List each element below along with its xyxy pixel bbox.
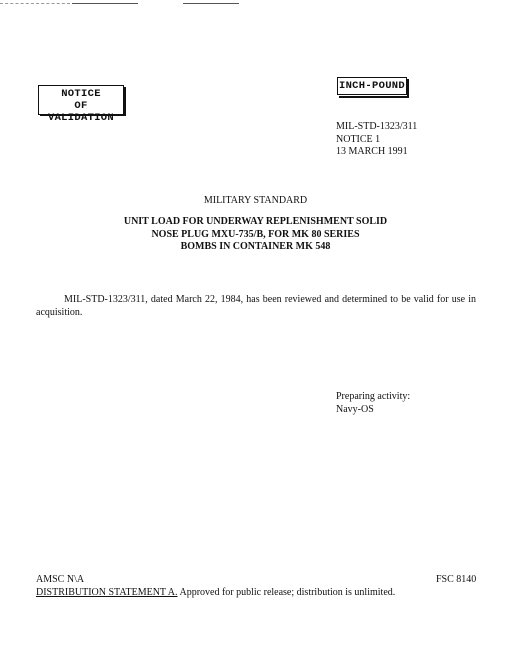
- notice-number: NOTICE 1: [336, 133, 381, 145]
- notice-date: 13 MARCH 1991: [336, 146, 408, 157]
- document-title: [0, 216, 511, 254]
- distribution-statement: [36, 587, 395, 600]
- fsc-code: FSC 8140: [436, 574, 477, 585]
- stamp-line-1: NOTICE: [61, 88, 101, 100]
- document-identification: [336, 121, 417, 159]
- title-line-3: BOMBS IN CONTAINER MK 548: [180, 241, 331, 252]
- validation-paragraph: MIL-STD-1323/311, dated March 22, 1984, has been reviewed and determined to be valid for use in acquisition.: [36, 294, 476, 318]
- preparing-activity-value: Navy-OS: [336, 403, 374, 415]
- scan-artifact-line: [183, 3, 239, 4]
- distribution-statement-text: Approved for public release; distribution is unlimited.: [179, 586, 396, 598]
- inch-pound-stamp: INCH-POUND: [337, 77, 407, 95]
- scan-artifact-line: [72, 3, 138, 4]
- distribution-statement-label: DISTRIBUTION STATEMENT A.: [36, 586, 178, 598]
- title-line-1: UNIT LOAD FOR UNDERWAY REPLENISHMENT SOLID: [123, 216, 388, 227]
- preparing-activity: [336, 391, 410, 416]
- document-number: MIL-STD-1323/311: [336, 121, 418, 132]
- document-type-heading: MILITARY STANDARD: [203, 195, 308, 206]
- scan-artifact-dash: [0, 3, 70, 5]
- footer: [36, 574, 395, 599]
- stamp-line-2: OF VALIDATION: [47, 100, 114, 124]
- title-line-2: NOSE PLUG MXU-735/B, FOR MK 80 SERIES: [151, 228, 360, 240]
- preparing-activity-label: Preparing activity:: [336, 391, 411, 402]
- amsc-code: AMSC N\A: [36, 574, 85, 585]
- notice-of-validation-stamp: [38, 85, 124, 124]
